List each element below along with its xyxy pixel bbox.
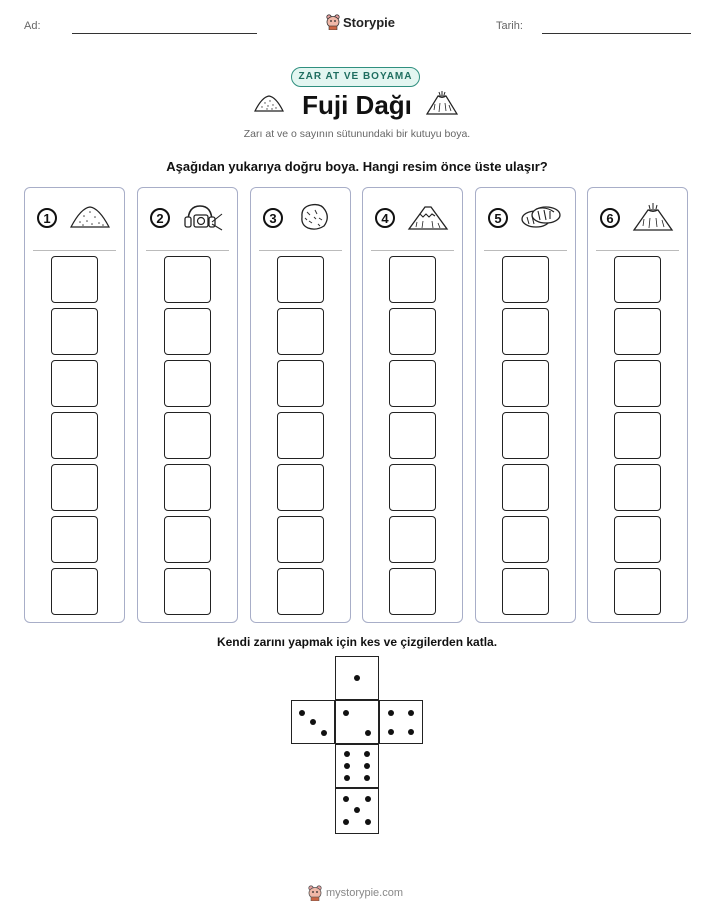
color-box[interactable] [389,308,436,355]
color-box[interactable] [502,464,549,511]
color-box[interactable] [614,412,661,459]
column-number: 4 [375,208,395,228]
color-box[interactable] [614,568,661,615]
column-5 [475,187,576,623]
column-number: 3 [263,208,283,228]
instruction-text: Aşağıdan yukarıya doğru boya. Hangi resim önce üste ulaşır? [166,159,548,174]
brand-name: Storypie [343,14,396,30]
color-box[interactable] [614,308,661,355]
footer-url[interactable]: mystorypie.com [326,887,404,899]
color-box[interactable] [164,568,211,615]
color-box[interactable] [389,464,436,511]
color-box[interactable] [51,360,98,407]
color-box[interactable] [51,516,98,563]
color-box[interactable] [277,412,324,459]
color-box[interactable] [502,568,549,615]
column-2 [137,187,238,623]
color-box[interactable] [164,308,211,355]
sand-pile-icon [69,202,111,232]
color-box[interactable] [389,516,436,563]
color-box[interactable] [51,464,98,511]
dice-face-2[interactable] [335,700,379,744]
name-label: Ad: [24,20,41,32]
color-box[interactable] [51,256,98,303]
color-box[interactable] [164,516,211,563]
color-box[interactable] [164,360,211,407]
page-title: Fuji Dağı [302,90,412,120]
color-box[interactable] [502,516,549,563]
color-box[interactable] [614,516,661,563]
mascot-icon [308,885,322,901]
column-1 [24,187,125,623]
color-box[interactable] [389,568,436,615]
color-box[interactable] [51,308,98,355]
column-number: 2 [150,208,170,228]
subtitle: Zarı at ve o sayının sütunundaki bir kutuyu boya. [243,128,471,140]
color-box[interactable] [277,464,324,511]
brand-logo [326,14,395,30]
column-6 [587,187,688,623]
color-box[interactable] [389,360,436,407]
headphones-camera-icon [182,202,224,232]
color-box[interactable] [502,308,549,355]
color-box[interactable] [277,516,324,563]
footer [308,885,403,901]
color-box[interactable] [164,412,211,459]
column-4 [362,187,463,623]
rock-icon [295,202,337,232]
dice-instruction: Kendi zarını yapmak için kes ve çizgilerden katla. [216,635,498,649]
color-box[interactable] [502,412,549,459]
dice-face-3[interactable] [291,700,335,744]
column-number: 5 [488,208,508,228]
sandals-icon [520,202,562,232]
color-box[interactable] [389,256,436,303]
name-line[interactable] [72,33,257,34]
column-number: 1 [37,208,57,228]
color-box[interactable] [164,256,211,303]
color-box[interactable] [51,412,98,459]
column-3 [250,187,351,623]
color-box[interactable] [614,256,661,303]
date-label: Tarih: [496,20,523,32]
color-box[interactable] [277,256,324,303]
column-number: 6 [600,208,620,228]
color-box[interactable] [614,360,661,407]
color-box[interactable] [277,360,324,407]
date-line[interactable] [542,33,691,34]
mascot-icon [326,14,340,30]
color-box[interactable] [277,568,324,615]
color-box[interactable] [614,464,661,511]
dice-face-6[interactable] [335,744,379,788]
color-box[interactable] [502,360,549,407]
color-box[interactable] [502,256,549,303]
activity-badge: ZAR AT VE BOYAMA [291,67,420,87]
color-box[interactable] [389,412,436,459]
volcano-icon [426,90,458,116]
dice-face-5[interactable] [335,788,379,834]
dice-face-4[interactable] [379,700,423,744]
dice-face-1[interactable] [335,656,379,700]
color-box[interactable] [164,464,211,511]
color-box[interactable] [51,568,98,615]
volcano-icon [632,202,674,232]
color-box[interactable] [277,308,324,355]
snowy-mountain-icon [407,202,449,232]
